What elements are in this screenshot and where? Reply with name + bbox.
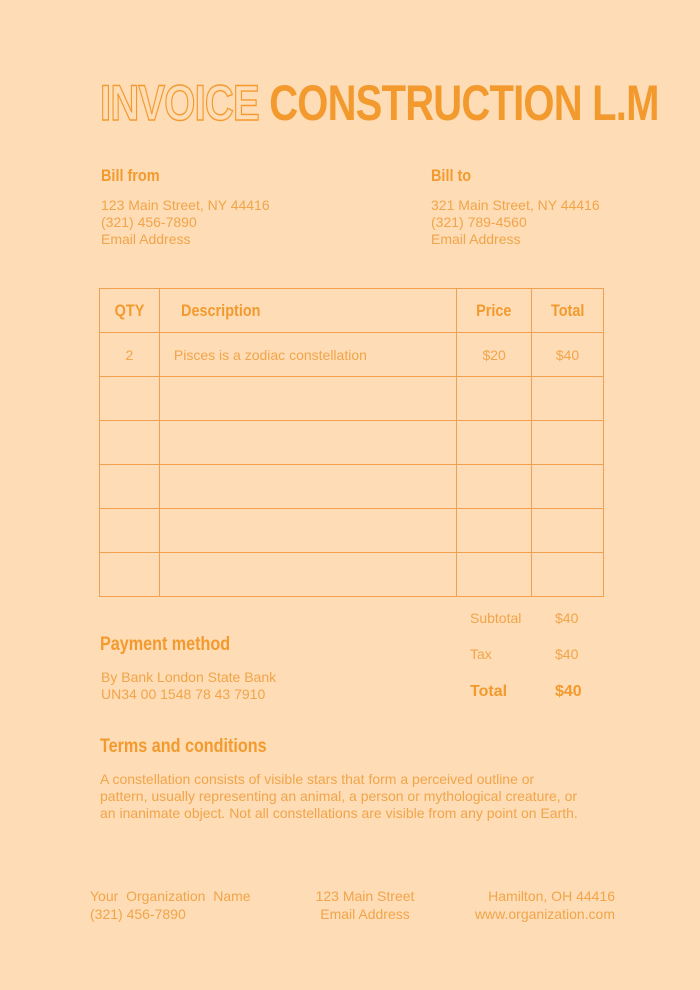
payment-details [101, 669, 276, 703]
payment-heading: Payment method [100, 634, 231, 655]
cell-total [532, 421, 604, 465]
cell-total [532, 553, 604, 597]
cell-description [159, 553, 456, 597]
items-table [99, 288, 604, 597]
table-row [100, 421, 604, 465]
bill-from-email: Email Address [101, 231, 191, 247]
cell-qty [100, 421, 160, 465]
cell-description [159, 465, 456, 509]
cell-qty [100, 377, 160, 421]
subtotal-value: $40 [555, 610, 579, 626]
cell-total [532, 377, 604, 421]
bill-to-email: Email Address [431, 231, 521, 247]
footer-street: 123 Main Street [315, 888, 415, 904]
grand-total-row [470, 683, 582, 701]
header-description: Description [159, 289, 456, 333]
payment-account: UN34 00 1548 78 43 7910 [101, 686, 266, 702]
bill-from-block [101, 197, 270, 248]
cell-total [532, 509, 604, 553]
table-row [100, 377, 604, 421]
footer-location [450, 887, 615, 923]
cell-price: $20 [457, 333, 532, 377]
cell-description [159, 377, 456, 421]
invoice-title [100, 74, 659, 130]
footer-org-name: Your Organization Name [90, 888, 251, 904]
bill-from-address: 123 Main Street, NY 44416 [101, 197, 270, 213]
cell-total: $40 [532, 333, 604, 377]
cell-price [457, 421, 532, 465]
cell-description [159, 421, 456, 465]
footer-website: www.organization.com [474, 906, 615, 922]
cell-qty [100, 509, 160, 553]
bill-from-phone: (321) 456-7890 [101, 214, 197, 230]
tax-value: $40 [555, 646, 579, 662]
cell-price [457, 377, 532, 421]
table-row [100, 333, 604, 377]
grand-total-value: $40 [555, 683, 582, 700]
footer-contact [300, 887, 430, 923]
cell-price [457, 553, 532, 597]
bill-to-address: 321 Main Street, NY 44416 [431, 197, 600, 213]
bill-to-block [431, 197, 600, 248]
bill-from-heading: Bill from [101, 166, 160, 185]
table-row [100, 553, 604, 597]
terms-heading: Terms and conditions [100, 736, 267, 757]
header-price: Price [457, 289, 532, 333]
subtotal-label: Subtotal [470, 610, 522, 626]
footer-organization [90, 887, 251, 923]
title-invoice-word: INVOICE [100, 75, 259, 131]
table-row [100, 509, 604, 553]
bill-to-phone: (321) 789-4560 [431, 214, 527, 230]
terms-text: A constellation consists of visible stars that form a perceived outline or pattern, usually representing an animal, a person or mythological creature, or an inanimate object. Not all constellations are visible from any point on Earth. [100, 771, 578, 821]
header-qty: QTY [100, 289, 160, 333]
cell-qty [100, 465, 160, 509]
cell-qty [100, 553, 160, 597]
tax-row [470, 646, 579, 662]
bill-to-heading: Bill to [431, 166, 472, 185]
cell-price [457, 465, 532, 509]
cell-price [457, 509, 532, 553]
table-header-row [100, 289, 604, 333]
title-company-name: CONSTRUCTION L.M [269, 75, 659, 131]
grand-total-label: Total [470, 683, 508, 700]
footer-org-phone: (321) 456-7890 [90, 906, 186, 922]
header-total: Total [532, 289, 604, 333]
cell-description [159, 509, 456, 553]
cell-total [532, 465, 604, 509]
footer-email: Email Address [320, 906, 410, 922]
tax-label: Tax [470, 646, 492, 662]
payment-bank: By Bank London State Bank [101, 669, 277, 685]
footer-city: Hamilton, OH 44416 [488, 888, 615, 904]
table-row [100, 465, 604, 509]
cell-qty: 2 [100, 333, 160, 377]
cell-description: Pisces is a zodiac constellation [159, 333, 456, 377]
subtotal-row [470, 610, 579, 626]
